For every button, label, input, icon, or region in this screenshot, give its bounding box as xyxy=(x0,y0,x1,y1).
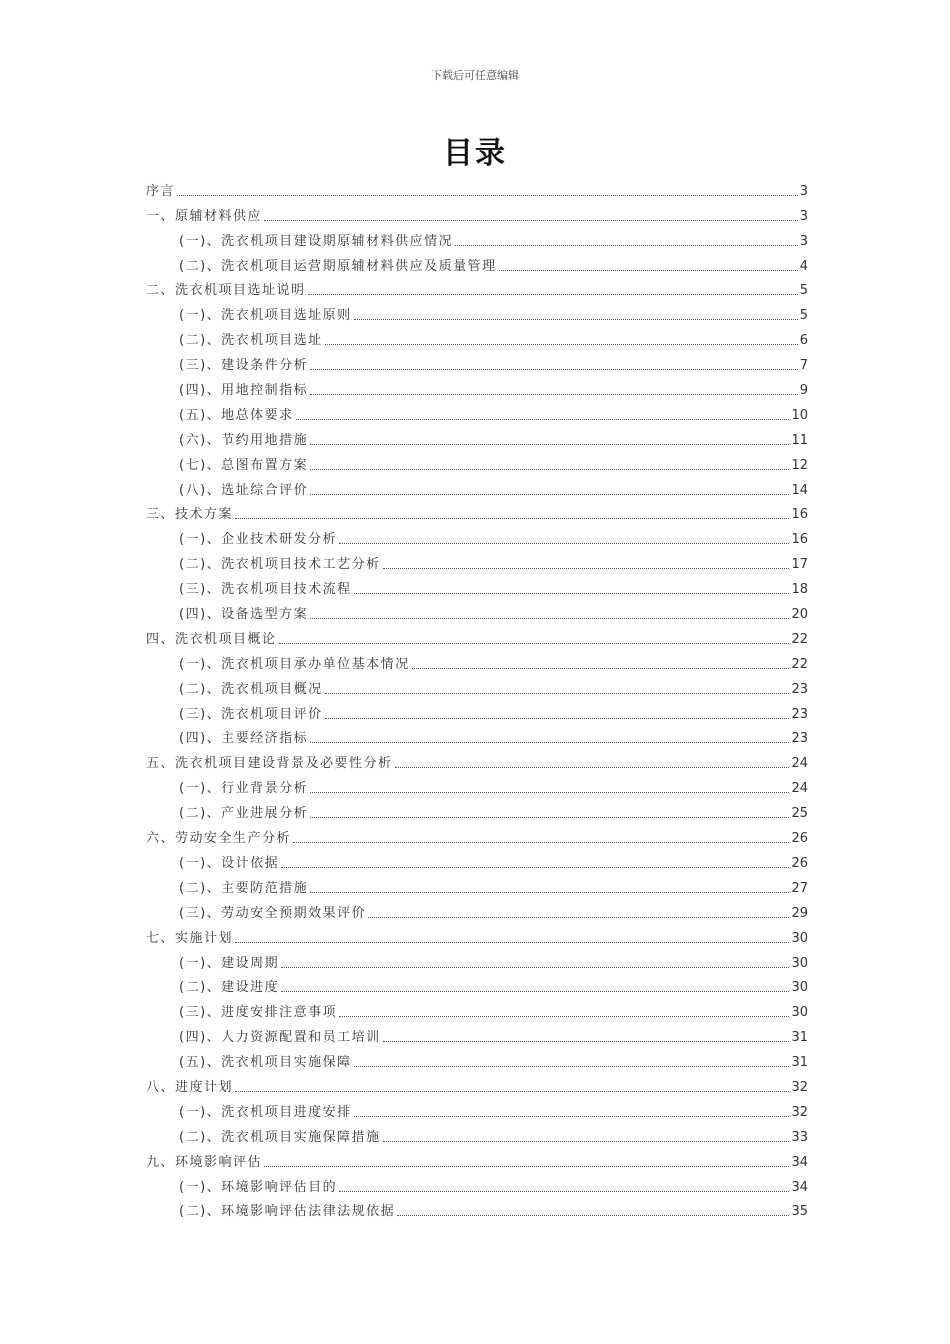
toc-entry-label: 五、洗衣机项目建设背景及必要性分析 xyxy=(146,756,393,772)
toc-entry-page: 22 xyxy=(791,631,808,647)
dot-leader xyxy=(339,543,789,544)
table-of-contents xyxy=(146,175,808,1220)
toc-entry-label: (二)、洗衣机项目实施保障措施 xyxy=(179,1129,381,1145)
toc-entry[interactable] xyxy=(146,797,808,822)
toc-entry[interactable] xyxy=(146,1171,808,1196)
toc-entry-label: (一)、洗衣机项目选址原则 xyxy=(179,308,352,324)
dot-leader xyxy=(499,270,798,271)
toc-entry-page: 26 xyxy=(791,855,808,871)
dot-leader xyxy=(279,643,790,644)
dot-leader xyxy=(296,419,790,420)
dot-leader xyxy=(310,618,789,619)
toc-entry-page: 33 xyxy=(791,1129,808,1145)
dot-leader xyxy=(310,792,789,793)
dot-leader xyxy=(310,369,798,370)
toc-entry-page: 32 xyxy=(791,1104,808,1120)
toc-entry-label: (五)、地总体要求 xyxy=(179,407,294,423)
toc-entry-page: 27 xyxy=(791,880,808,896)
toc-entry[interactable] xyxy=(146,573,808,598)
toc-entry[interactable] xyxy=(146,1046,808,1071)
toc-entry-label: (一)、建设周期 xyxy=(179,955,280,971)
dot-leader xyxy=(383,568,790,569)
toc-entry-label: (六)、节约用地措施 xyxy=(179,432,309,448)
toc-entry[interactable] xyxy=(146,1096,808,1121)
toc-entry-page: 3 xyxy=(799,233,808,249)
dot-leader xyxy=(354,319,798,320)
toc-entry-page: 31 xyxy=(791,1030,808,1046)
dot-leader xyxy=(235,942,789,943)
dot-leader xyxy=(339,1016,789,1017)
toc-entry-label: (三)、洗衣机项目评价 xyxy=(179,706,323,722)
dot-leader xyxy=(293,842,789,843)
toc-entry-label: (二)、洗衣机项目运营期原辅材料供应及质量管理 xyxy=(179,258,497,274)
dot-leader xyxy=(281,991,789,992)
dot-leader xyxy=(310,469,789,470)
toc-entry-page: 26 xyxy=(791,831,808,847)
toc-entry-page: 14 xyxy=(791,482,808,498)
dot-leader xyxy=(397,1215,789,1216)
toc-entry[interactable] xyxy=(146,922,808,947)
toc-entry-page: 35 xyxy=(791,1204,808,1220)
toc-entry-label: (二)、洗衣机项目选址 xyxy=(179,333,323,349)
dot-leader xyxy=(412,668,790,669)
toc-entry-page: 24 xyxy=(791,756,808,772)
toc-entry[interactable] xyxy=(146,474,808,499)
toc-entry[interactable] xyxy=(146,847,808,872)
toc-entry[interactable] xyxy=(146,1146,808,1171)
toc-entry-page: 16 xyxy=(791,532,808,548)
toc-entry-label: (一)、企业技术研发分析 xyxy=(179,532,338,548)
page-title: 目录 xyxy=(443,136,507,171)
toc-entry[interactable] xyxy=(146,1196,808,1221)
toc-entry-label: (二)、洗衣机项目概况 xyxy=(179,681,323,697)
toc-entry-page: 5 xyxy=(799,308,808,324)
dot-leader xyxy=(235,518,789,519)
toc-entry-page: 30 xyxy=(791,930,808,946)
toc-entry[interactable] xyxy=(146,250,808,275)
toc-entry-label: (二)、洗衣机项目技术工艺分析 xyxy=(179,557,381,573)
toc-entry[interactable] xyxy=(146,996,808,1021)
toc-entry-label: (二)、产业进展分析 xyxy=(179,806,309,822)
toc-entry-label: 九、环境影响评估 xyxy=(146,1154,263,1170)
toc-entry-page: 4 xyxy=(799,258,808,274)
dot-leader xyxy=(310,892,789,893)
dot-leader xyxy=(281,867,789,868)
toc-entry[interactable] xyxy=(146,772,808,797)
toc-entry-page: 18 xyxy=(791,582,808,598)
toc-entry[interactable] xyxy=(146,598,808,623)
dot-leader xyxy=(383,1041,790,1042)
dot-leader xyxy=(310,494,789,495)
toc-entry[interactable] xyxy=(146,1071,808,1096)
toc-entry[interactable] xyxy=(146,200,808,225)
toc-entry-label: 四、洗衣机项目概论 xyxy=(146,631,277,647)
dot-leader xyxy=(368,917,789,918)
toc-entry-label: (一)、洗衣机项目进度安排 xyxy=(179,1104,352,1120)
toc-entry[interactable] xyxy=(146,548,808,573)
dot-leader xyxy=(354,1066,790,1067)
toc-entry-page: 30 xyxy=(791,1005,808,1021)
toc-entry-label: 六、劳动安全生产分析 xyxy=(146,831,292,847)
dot-leader xyxy=(235,1091,789,1092)
toc-entry[interactable] xyxy=(146,648,808,673)
toc-entry[interactable] xyxy=(146,972,808,997)
toc-entry[interactable] xyxy=(146,499,808,524)
toc-entry[interactable] xyxy=(146,872,808,897)
toc-entry-page: 30 xyxy=(791,955,808,971)
dot-leader xyxy=(310,444,789,445)
toc-entry[interactable] xyxy=(146,175,808,200)
dot-leader xyxy=(395,767,790,768)
toc-entry-label: (八)、选址综合评价 xyxy=(179,482,309,498)
dot-leader xyxy=(383,1141,790,1142)
toc-entry[interactable] xyxy=(146,698,808,723)
dot-leader xyxy=(308,294,798,295)
toc-entry-page: 10 xyxy=(791,407,808,423)
toc-entry-page: 7 xyxy=(799,358,808,374)
toc-entry-page: 20 xyxy=(791,607,808,623)
toc-entry-page: 23 xyxy=(791,706,808,722)
toc-entry-label: (一)、设计依据 xyxy=(179,855,280,871)
toc-entry-label: (一)、行业背景分析 xyxy=(179,781,309,797)
toc-entry-page: 30 xyxy=(791,980,808,996)
toc-entry[interactable] xyxy=(146,275,808,300)
dot-leader xyxy=(455,245,798,246)
header-note: 下载后可任意编辑 xyxy=(431,69,519,82)
toc-entry[interactable] xyxy=(146,374,808,399)
toc-entry-label: (五)、洗衣机项目实施保障 xyxy=(179,1055,352,1071)
dot-leader xyxy=(310,394,798,395)
toc-entry-label: (一)、洗衣机项目承办单位基本情况 xyxy=(179,656,410,672)
toc-entry-page: 32 xyxy=(791,1079,808,1095)
toc-entry-page: 25 xyxy=(791,806,808,822)
toc-entry[interactable] xyxy=(146,673,808,698)
toc-entry[interactable] xyxy=(146,225,808,250)
toc-entry[interactable] xyxy=(146,424,808,449)
dot-leader xyxy=(264,1166,789,1167)
dot-leader xyxy=(310,742,789,743)
toc-entry-page: 17 xyxy=(791,557,808,573)
toc-entry-page: 31 xyxy=(791,1055,808,1071)
dot-leader xyxy=(177,195,798,196)
toc-entry-page: 11 xyxy=(791,432,808,448)
toc-entry-page: 23 xyxy=(791,731,808,747)
dot-leader xyxy=(281,967,789,968)
toc-entry-page: 24 xyxy=(791,781,808,797)
toc-entry-label: (二)、环境影响评估法律法规依据 xyxy=(179,1204,396,1220)
dot-leader xyxy=(325,693,790,694)
toc-entry-page: 12 xyxy=(791,457,808,473)
toc-entry-page: 34 xyxy=(791,1154,808,1170)
toc-entry[interactable] xyxy=(146,747,808,772)
toc-entry-label: 七、实施计划 xyxy=(146,930,234,946)
toc-entry-label: (二)、建设进度 xyxy=(179,980,280,996)
toc-entry-label: (二)、主要防范措施 xyxy=(179,880,309,896)
toc-entry[interactable] xyxy=(146,299,808,324)
toc-entry-label: (四)、用地控制指标 xyxy=(179,383,309,399)
dot-leader xyxy=(325,718,790,719)
toc-entry-label: (三)、建设条件分析 xyxy=(179,358,309,374)
toc-entry[interactable] xyxy=(146,822,808,847)
toc-entry[interactable] xyxy=(146,523,808,548)
toc-entry-page: 6 xyxy=(799,333,808,349)
toc-entry-page: 22 xyxy=(791,656,808,672)
toc-entry[interactable] xyxy=(146,1121,808,1146)
dot-leader xyxy=(354,593,790,594)
dot-leader xyxy=(339,1191,789,1192)
toc-entry-label: (四)、人力资源配置和员工培训 xyxy=(179,1030,381,1046)
toc-entry[interactable] xyxy=(146,324,808,349)
toc-entry-label: (四)、主要经济指标 xyxy=(179,731,309,747)
dot-leader xyxy=(264,220,798,221)
toc-entry[interactable] xyxy=(146,399,808,424)
dot-leader xyxy=(354,1116,790,1117)
toc-entry[interactable] xyxy=(146,897,808,922)
toc-entry-label: (一)、环境影响评估目的 xyxy=(179,1179,338,1195)
toc-entry-page: 5 xyxy=(799,283,808,299)
toc-entry-label: (一)、洗衣机项目建设期原辅材料供应情况 xyxy=(179,233,454,249)
toc-entry-page: 3 xyxy=(799,183,808,199)
toc-entry-label: (四)、设备选型方案 xyxy=(179,607,309,623)
dot-leader xyxy=(325,344,798,345)
toc-entry[interactable] xyxy=(146,623,808,648)
toc-entry-page: 9 xyxy=(799,383,808,399)
toc-entry-label: 八、进度计划 xyxy=(146,1079,234,1095)
toc-entry-page: 16 xyxy=(791,507,808,523)
toc-entry[interactable] xyxy=(146,449,808,474)
toc-entry-label: (三)、洗衣机项目技术流程 xyxy=(179,582,352,598)
toc-entry-page: 34 xyxy=(791,1179,808,1195)
toc-entry-page: 29 xyxy=(791,905,808,921)
toc-entry[interactable] xyxy=(146,1021,808,1046)
toc-entry[interactable] xyxy=(146,349,808,374)
toc-entry-label: 序言 xyxy=(146,183,176,199)
toc-entry-page: 3 xyxy=(799,208,808,224)
toc-entry-page: 23 xyxy=(791,681,808,697)
toc-entry-label: (三)、进度安排注意事项 xyxy=(179,1005,338,1021)
toc-entry-label: 一、原辅材料供应 xyxy=(146,208,263,224)
toc-entry-label: 二、洗衣机项目选址说明 xyxy=(146,283,306,299)
toc-entry-label: (七)、总图布置方案 xyxy=(179,457,309,473)
toc-entry-label: 三、技术方案 xyxy=(146,507,234,523)
toc-entry[interactable] xyxy=(146,723,808,748)
dot-leader xyxy=(310,817,789,818)
toc-entry[interactable] xyxy=(146,947,808,972)
toc-entry-label: (三)、劳动安全预期效果评价 xyxy=(179,905,367,921)
